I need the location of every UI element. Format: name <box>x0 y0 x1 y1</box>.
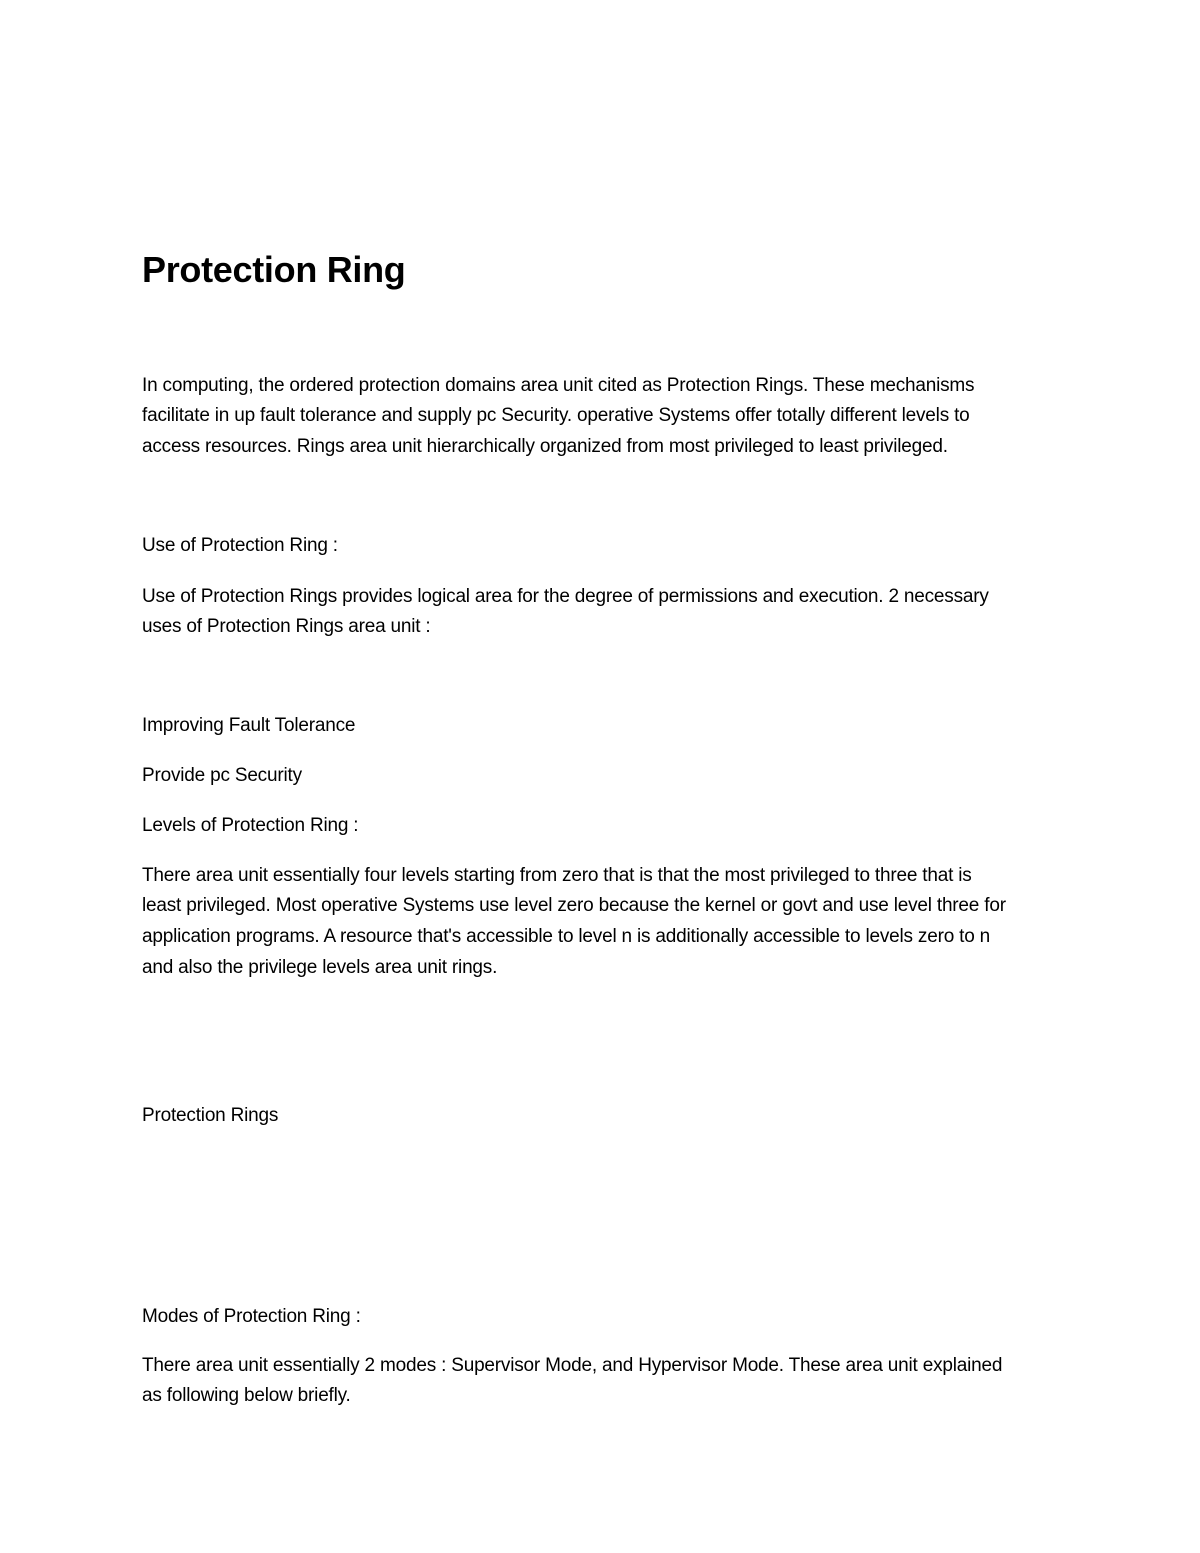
figure-caption: Protection Rings <box>142 1105 279 1126</box>
levels-heading: Levels of Protection Ring : <box>142 815 359 836</box>
modes-text-line-1: There area unit essentially 2 modes : Supervisor Mode, and Hypervisor Mode. These area unit explained <box>142 1355 1003 1376</box>
intro-line-3: access resources. Rings area unit hierarchically organized from most privileged to least privileged. <box>142 436 948 457</box>
modes-text-line-2: as following below briefly. <box>142 1385 351 1406</box>
page-title: Protection Ring <box>142 249 406 290</box>
intro-line-2: facilitate in up fault tolerance and supply pc Security. operative Systems offer totally different levels to <box>142 405 970 426</box>
modes-heading: Modes of Protection Ring : <box>142 1306 361 1327</box>
intro-line-1: In computing, the ordered protection domains area unit cited as Protection Rings. These mechanisms <box>142 375 975 396</box>
levels-text-line-1: There area unit essentially four levels starting from zero that is that the most privileged to three that is <box>142 865 972 886</box>
use-text-line-1: Use of Protection Rings provides logical area for the degree of permissions and execution. 2 necessary <box>142 586 989 607</box>
levels-text-line-4: and also the privilege levels area unit rings. <box>142 957 498 978</box>
levels-text-line-2: least privileged. Most operative Systems use level zero because the kernel or govt and use level three for <box>142 895 1006 916</box>
use-text-line-2: uses of Protection Rings area unit : <box>142 616 431 637</box>
use-heading: Use of Protection Ring : <box>142 535 338 556</box>
use-item-fault-tolerance: Improving Fault Tolerance <box>142 715 356 736</box>
levels-text-line-3: application programs. A resource that's accessible to level n is additionally accessible to levels zero to n <box>142 926 991 947</box>
use-item-security: Provide pc Security <box>142 765 302 786</box>
